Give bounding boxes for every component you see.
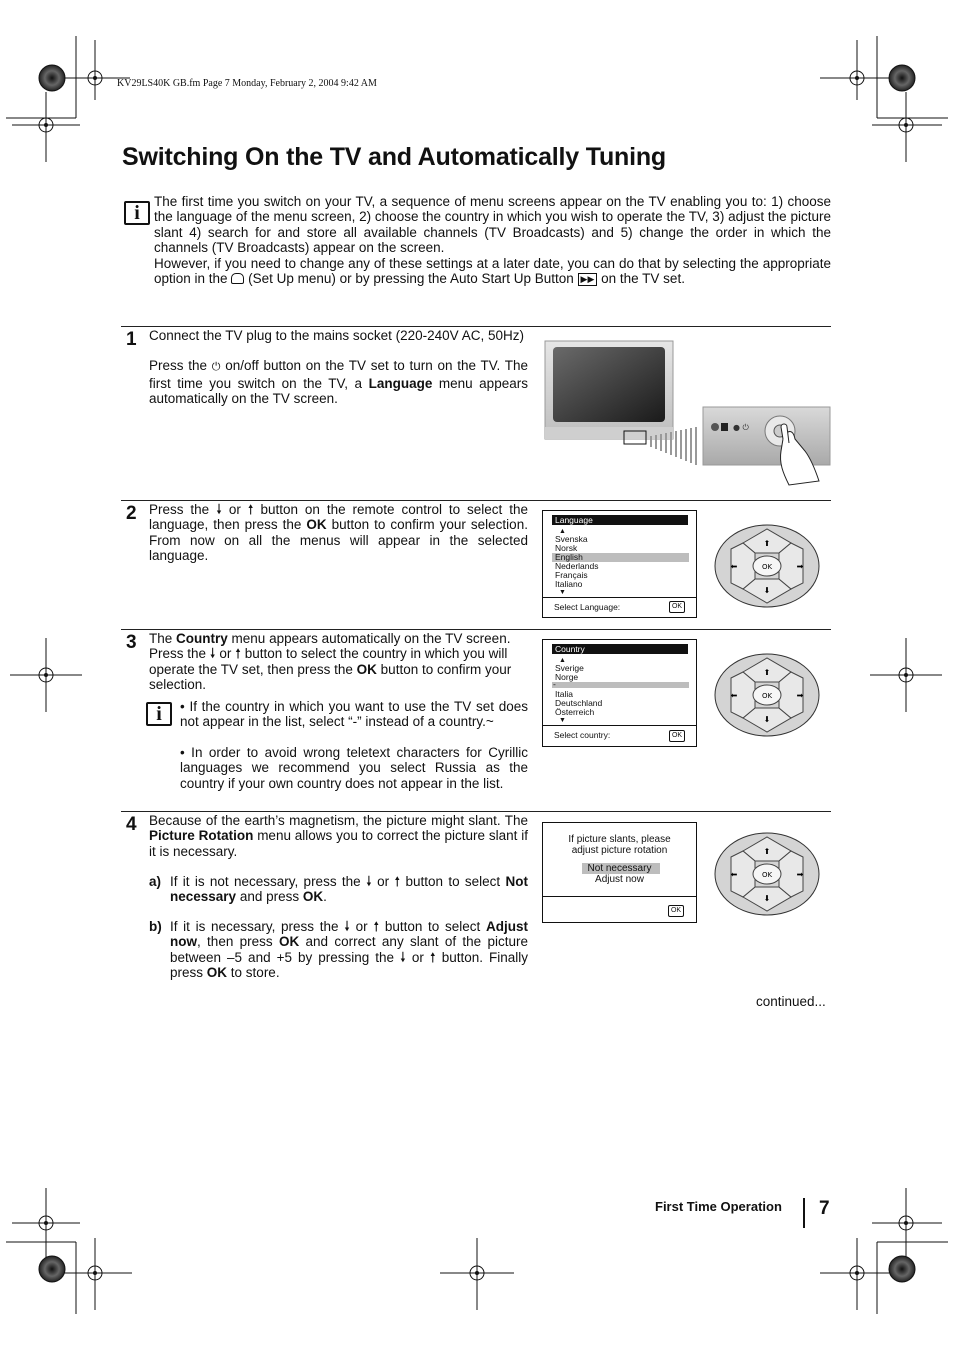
step-2-or: or [228, 502, 241, 517]
country-option: - [553, 679, 556, 689]
step-4-or: or [377, 874, 390, 889]
down-arrow-icon: 🠗 [400, 949, 406, 965]
setup-menu-icon [231, 273, 244, 284]
step-3-or: or [219, 646, 232, 662]
ok-badge-icon: OK [669, 730, 685, 742]
svg-text:➡: ➡ [796, 562, 804, 571]
ok-badge-icon: OK [668, 905, 684, 917]
step-4-a-paragraph [170, 874, 528, 905]
step-1-divider [121, 326, 831, 327]
svg-text:⬆: ⬆ [763, 668, 771, 677]
svg-text:⬅: ⬅ [730, 870, 738, 879]
step-3-text-c: button to select the country in which you will operate the TV set, then press the [149, 646, 508, 677]
step-1-paragraph-1: Connect the TV plug to the mains socket (220-240V AC, 50Hz) [149, 328, 524, 343]
country-option: Deutschland [555, 698, 603, 708]
intro-text-b: (Set Up menu) or by pressing the Auto Start Up Button [248, 271, 574, 287]
remote-keypad-step-2 [713, 523, 821, 609]
country-option: Italia [555, 689, 573, 699]
ok-term: OK [302, 889, 324, 905]
scroll-down-icon: ▼ [559, 589, 566, 596]
step-2-text-c: button to confirm your selection. From now on all the menus will appear in the selected language. [149, 517, 528, 563]
step-4-a-text-2: button to select [405, 874, 501, 889]
intro-paragraph-2 [154, 256, 831, 287]
step-3-text [149, 631, 528, 692]
adjust-now-term: Adjust now [170, 919, 528, 950]
picture-rotation-menu-screen [542, 822, 697, 923]
step-3-divider [121, 629, 831, 630]
country-option: Sverige [555, 663, 584, 673]
continued-note: continued... [756, 994, 826, 1009]
svg-text:⬅: ⬅ [730, 691, 738, 700]
step-4-a-text-3: and press [239, 889, 300, 905]
rotation-prompt [543, 834, 696, 856]
step-3-number: 3 [126, 632, 137, 653]
rotation-prompt-line-1: If picture slants, please [568, 834, 671, 845]
step-4-or: or [355, 919, 368, 934]
svg-text:⬅: ⬅ [730, 562, 738, 571]
step-2-text-b: button on the remote control to select the language, then press the [149, 502, 528, 533]
step-4-a-text-1: If it is not necessary, press the [170, 874, 361, 889]
svg-text:⬇: ⬇ [763, 586, 771, 595]
svg-text:OK: OK [761, 692, 773, 700]
step-4-a-text [170, 874, 528, 905]
language-option: Français [555, 570, 588, 580]
step-4-divider [121, 811, 831, 812]
picture-rotation-term: Picture Rotation [149, 828, 254, 844]
svg-text:● ⏻: ● ⏻ [733, 423, 749, 432]
step-4-text-b: menu allows you to correct the picture slant if it is necessary. [149, 828, 528, 859]
svg-text:➡: ➡ [796, 870, 804, 879]
step-4-number: 4 [126, 814, 137, 835]
step-4-text [149, 813, 528, 859]
country-menu-title: Country [552, 644, 688, 654]
step-2-text-a: Press the [149, 502, 210, 517]
ok-term: OK [356, 661, 377, 677]
step-4-b-label: b) [149, 919, 162, 934]
language-option: English [555, 552, 583, 562]
info-icon: i [146, 702, 172, 726]
step-2-divider [121, 500, 831, 501]
country-term: Country [176, 631, 228, 646]
step-2-paragraph [149, 502, 528, 563]
language-term: Language [368, 375, 433, 391]
page-number: 7 [819, 1198, 830, 1219]
language-menu-footer: Select Language: [554, 602, 621, 612]
down-arrow-icon: 🠗 [216, 502, 222, 517]
page-title: Switching On the TV and Automatically Tuning [122, 143, 666, 171]
language-menu-screen [542, 510, 697, 618]
language-option: Italiano [555, 579, 583, 589]
scroll-up-icon: ▲ [559, 657, 566, 664]
ok-term: OK [278, 934, 300, 950]
not-necessary-term: Not necessary [170, 874, 528, 905]
country-option: Österreich [555, 707, 595, 717]
svg-text:⬇: ⬇ [763, 894, 771, 903]
scroll-up-icon: ▲ [559, 528, 566, 535]
remote-keypad-step-4 [713, 831, 821, 917]
ok-term: OK [306, 517, 327, 533]
intro-text [154, 194, 831, 286]
footer-section-title: First Time Operation [655, 1199, 782, 1214]
file-info-header: KV29LS40K GB.fm Page 7 Monday, February 2, 2004 9:42 AM [117, 78, 377, 89]
step-4-b-text-5: button. Finally press [170, 949, 528, 980]
svg-text:➡: ➡ [796, 691, 804, 700]
step-3-text-a: The [149, 631, 173, 646]
rotation-prompt-line-2: adjust picture rotation [571, 845, 668, 856]
up-arrow-icon: 🠕 [373, 919, 380, 934]
menu-footer-divider [543, 597, 696, 598]
step-4-b-text-3: , then press [197, 934, 273, 950]
up-arrow-icon: 🠕 [247, 502, 254, 517]
step-2-number: 2 [126, 503, 137, 524]
svg-text:⬇: ⬇ [763, 715, 771, 724]
scroll-down-icon: ▼ [559, 717, 566, 724]
down-arrow-icon: 🠗 [365, 874, 372, 889]
step-4-b-text-6: to store. [230, 964, 280, 980]
step-4-b-text-4: and correct any slant of the picture between –5 and +5 by pressing the [170, 934, 528, 965]
step-4-paragraph [149, 813, 528, 859]
svg-text:OK: OK [761, 563, 773, 571]
rotation-option-not-necessary: Not necessary [587, 863, 652, 874]
svg-text:⬆: ⬆ [763, 539, 771, 548]
step-4-a-label: a) [149, 874, 162, 889]
step-4-b-text-1: If it is necessary, press the [170, 919, 339, 934]
step-4-b-text-2: button to select [384, 919, 481, 934]
language-option: Norsk [555, 543, 578, 553]
info-icon: i [124, 201, 150, 225]
menu-footer-divider [543, 896, 696, 897]
step-4-b-paragraph [170, 919, 528, 980]
auto-start-button-icon: ▶▶ [578, 273, 598, 286]
remote-keypad-step-3 [713, 652, 821, 738]
language-option: Nederlands [555, 561, 599, 571]
power-icon: ⏻ [211, 361, 221, 374]
step-3-paragraph [149, 631, 528, 692]
step-3-note-2: • In order to avoid wrong teletext characters for Cyrillic languages we recommend you select Russia as the country if your own country does not appear in the list. [180, 745, 528, 791]
up-arrow-icon: 🠕 [429, 949, 436, 965]
step-1-text [149, 328, 528, 406]
step-2-text [149, 502, 528, 563]
step-4-or: or [411, 949, 424, 965]
intro-text-a: However, if you need to change any of these settings at a later date, you can do that by selecting the appropriate option in the [154, 255, 831, 287]
down-arrow-icon: 🠗 [209, 646, 216, 662]
intro-paragraph-1: The first time you switch on your TV, a sequence of menu screens appear on the TV enabling you to: 1) choose the language of the menu screen, 2) choose the country in which you wish to operate the TV, 3) adjust the picture slant 4) search for and store all available channels (TV Broadcasts) and 5) change the order in which the channels (TV Broadcasts) appear on the screen. [154, 194, 831, 256]
step-1-text-c: menu appears automatically on the TV screen. [149, 375, 528, 406]
country-selection-highlight [552, 679, 689, 689]
intro-text-c: on the TV set. [601, 271, 685, 287]
up-arrow-icon: 🠕 [235, 646, 241, 662]
down-arrow-icon: 🠗 [344, 919, 350, 934]
country-menu-screen [542, 639, 697, 747]
language-option: Svenska [555, 534, 588, 544]
ok-term: OK [206, 964, 228, 980]
step-3-text-b: menu appears automatically on the TV screen. Press the [149, 631, 511, 662]
ok-badge-icon: OK [669, 601, 685, 613]
svg-text:OK: OK [761, 871, 773, 879]
footer-divider [803, 1198, 805, 1228]
up-arrow-icon: 🠕 [394, 874, 401, 889]
step-1-text-a: Press the [149, 358, 208, 374]
tv-set-illustration [543, 339, 833, 487]
step-4-text-a: Because of the earth’s magnetism, the picture might slant. The [149, 813, 528, 828]
period: . [323, 889, 327, 905]
menu-footer-divider [543, 725, 696, 726]
step-3-note-1: • If the country in which you want to use the TV set does not appear in the list, select “-” instead of a country.~ [180, 699, 528, 730]
step-4-b-text [170, 919, 528, 980]
country-option: Norge [555, 672, 579, 682]
step-1-paragraph-2 [149, 358, 528, 406]
language-menu-title: Language [552, 515, 688, 525]
rotation-option-adjust-now: Adjust now [595, 874, 644, 885]
step-3-text-d: button to confirm your selection. [149, 661, 512, 692]
step-1-text-b: on/off button on the TV set to turn on the TV. The first time you switch on the TV, a [149, 358, 528, 391]
step-1-number: 1 [126, 329, 137, 350]
svg-text:⬆: ⬆ [763, 847, 771, 856]
country-menu-footer: Select country: [554, 730, 611, 740]
